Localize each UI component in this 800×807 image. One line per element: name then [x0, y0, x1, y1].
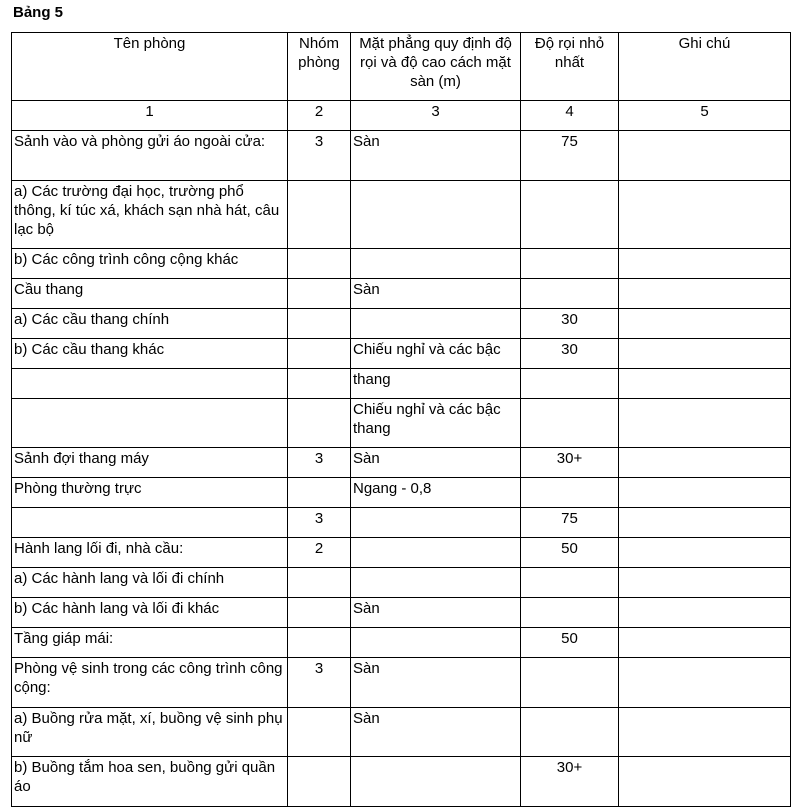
cell-min-illuminance: 30	[521, 309, 619, 339]
cell-notes	[619, 279, 791, 309]
cell-room-group	[288, 757, 351, 807]
cell-plane: Sàn	[351, 279, 521, 309]
cell-room-group	[288, 628, 351, 658]
header-notes: Ghi chú	[619, 33, 791, 101]
table-row	[12, 478, 791, 508]
cell-room-name: a) Các trường đại học, trường phổ thông, kí túc xá, khách sạn nhà hát, câu lạc bộ	[12, 181, 288, 249]
cell-min-illuminance: 30+	[521, 448, 619, 478]
cell-plane: Sàn	[351, 658, 521, 708]
table-row	[12, 399, 791, 448]
cell-min-illuminance: 30	[521, 339, 619, 369]
cell-notes	[619, 478, 791, 508]
cell-notes	[619, 181, 791, 249]
cell-room-group	[288, 181, 351, 249]
cell-plane	[351, 181, 521, 249]
cell-min-illuminance: 30+	[521, 757, 619, 807]
cell-notes	[619, 249, 791, 279]
header-plane: Mặt phẳng quy định độ rọi và độ cao cách mặt sàn (m)	[351, 33, 521, 101]
cell-room-group	[288, 568, 351, 598]
cell-min-illuminance	[521, 568, 619, 598]
table-row	[12, 339, 791, 369]
header-number: 3	[351, 101, 521, 131]
cell-plane	[351, 538, 521, 568]
header-room-group: Nhóm phòng	[288, 33, 351, 101]
cell-notes	[619, 369, 791, 399]
cell-min-illuminance	[521, 249, 619, 279]
cell-room-group: 3	[288, 131, 351, 181]
cell-room-group	[288, 478, 351, 508]
cell-room-name	[12, 369, 288, 399]
cell-min-illuminance: 50	[521, 628, 619, 658]
cell-room-group	[288, 369, 351, 399]
cell-notes	[619, 131, 791, 181]
cell-plane	[351, 757, 521, 807]
cell-room-name	[12, 508, 288, 538]
cell-notes	[619, 399, 791, 448]
cell-room-group	[288, 399, 351, 448]
cell-room-group: 3	[288, 658, 351, 708]
cell-room-name: b) Các công trình công cộng khác	[12, 249, 288, 279]
cell-room-group	[288, 309, 351, 339]
cell-min-illuminance	[521, 181, 619, 249]
cell-room-name: Sảnh vào và phòng gửi áo ngoài cửa:	[12, 131, 288, 181]
cell-room-name: Hành lang lối đi, nhà cầu:	[12, 538, 288, 568]
cell-room-group	[288, 339, 351, 369]
cell-plane: Ngang - 0,8	[351, 478, 521, 508]
table-row	[12, 658, 791, 708]
header-room-name: Tên phòng	[12, 33, 288, 101]
table-row	[12, 131, 791, 181]
cell-notes	[619, 708, 791, 757]
cell-min-illuminance	[521, 399, 619, 448]
cell-min-illuminance: 50	[521, 538, 619, 568]
cell-plane	[351, 309, 521, 339]
header-number: 1	[12, 101, 288, 131]
cell-notes	[619, 568, 791, 598]
cell-plane: Sàn	[351, 131, 521, 181]
table-row	[12, 757, 791, 807]
cell-min-illuminance: 75	[521, 131, 619, 181]
header-row	[12, 33, 791, 101]
cell-notes	[619, 538, 791, 568]
table-row	[12, 568, 791, 598]
cell-plane: Sàn	[351, 708, 521, 757]
cell-room-name: a) Buồng rửa mặt, xí, buồng vệ sinh phụ nữ	[12, 708, 288, 757]
table-row	[12, 628, 791, 658]
header-number: 4	[521, 101, 619, 131]
cell-min-illuminance	[521, 658, 619, 708]
table-row	[12, 279, 791, 309]
cell-notes	[619, 309, 791, 339]
illumination-table	[11, 32, 791, 807]
cell-room-group	[288, 598, 351, 628]
header-number: 2	[288, 101, 351, 131]
cell-min-illuminance: 75	[521, 508, 619, 538]
cell-min-illuminance	[521, 478, 619, 508]
cell-room-name: Phòng vệ sinh trong các công trình công cộng:	[12, 658, 288, 708]
table-row	[12, 249, 791, 279]
cell-plane	[351, 628, 521, 658]
cell-room-group: 3	[288, 508, 351, 538]
cell-room-name: Phòng thường trực	[12, 478, 288, 508]
table-row	[12, 598, 791, 628]
cell-room-group: 3	[288, 448, 351, 478]
cell-notes	[619, 448, 791, 478]
cell-notes	[619, 658, 791, 708]
cell-plane	[351, 508, 521, 538]
cell-min-illuminance	[521, 598, 619, 628]
cell-notes	[619, 757, 791, 807]
cell-notes	[619, 508, 791, 538]
cell-min-illuminance	[521, 369, 619, 399]
cell-plane: Chiếu nghỉ và các bậc	[351, 339, 521, 369]
cell-room-name: b) Các cầu thang khác	[12, 339, 288, 369]
table-row	[12, 181, 791, 249]
cell-room-name: a) Các cầu thang chính	[12, 309, 288, 339]
cell-plane: Chiếu nghỉ và các bậc thang	[351, 399, 521, 448]
cell-room-name: b) Buồng tắm hoa sen, buồng gửi quần áo	[12, 757, 288, 807]
cell-min-illuminance	[521, 708, 619, 757]
cell-plane: Sàn	[351, 598, 521, 628]
cell-room-name: a) Các hành lang và lối đi chính	[12, 568, 288, 598]
table-row	[12, 448, 791, 478]
cell-plane: thang	[351, 369, 521, 399]
header-min-illuminance: Độ rọi nhỏ nhất	[521, 33, 619, 101]
cell-plane	[351, 568, 521, 598]
table-row	[12, 508, 791, 538]
table-row	[12, 369, 791, 399]
cell-room-group	[288, 708, 351, 757]
cell-min-illuminance	[521, 279, 619, 309]
cell-plane	[351, 249, 521, 279]
cell-notes	[619, 628, 791, 658]
cell-room-group: 2	[288, 538, 351, 568]
cell-room-group	[288, 279, 351, 309]
cell-room-name: Tầng giáp mái:	[12, 628, 288, 658]
cell-room-name	[12, 399, 288, 448]
cell-room-group	[288, 249, 351, 279]
cell-room-name: b) Các hành lang và lối đi khác	[12, 598, 288, 628]
cell-room-name: Cầu thang	[12, 279, 288, 309]
header-number: 5	[619, 101, 791, 131]
cell-room-name: Sảnh đợi thang máy	[12, 448, 288, 478]
cell-notes	[619, 598, 791, 628]
cell-notes	[619, 339, 791, 369]
table-row	[12, 708, 791, 757]
table-row	[12, 538, 791, 568]
table-row	[12, 309, 791, 339]
cell-plane: Sàn	[351, 448, 521, 478]
table-title: Bảng 5	[13, 4, 64, 21]
header-number-row	[12, 101, 791, 131]
